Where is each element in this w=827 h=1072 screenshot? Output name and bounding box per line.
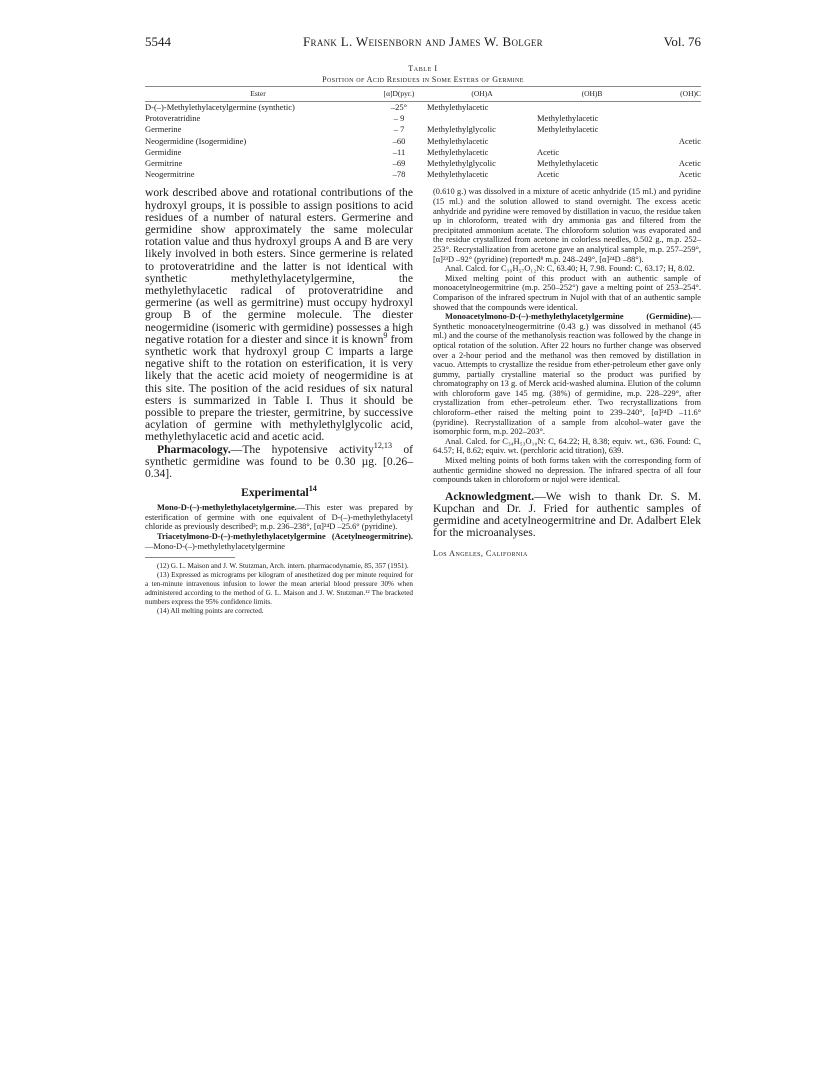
oh-b-cell — [537, 102, 647, 114]
oh-b-cell: Methylethylacetic — [537, 124, 599, 135]
oh-c-cell: Acetic — [678, 158, 701, 169]
triacetyl-heading: Triacetylmono-D-(–)-methylethylacetylgermine (Acetylneogermitrine). — [157, 532, 413, 542]
acknowledgment-text: —We wish to thank Dr. S. M. Kupchan and Dr. J. Fried for authentic samples of germidine and acetylneogermitrine and Dr. Adalbert Elek for the microanalyses. — [433, 489, 701, 540]
table-row — [145, 102, 701, 114]
oh-b-cell — [537, 136, 647, 147]
discussion-paragraph — [145, 187, 413, 443]
analysis-paragraph-1: Anal. Calcd. for C₃₉H₅₇O₁₂N: C, 63.40; H, 7.98. Found: C, 63.17; H, 8.02. — [445, 264, 695, 274]
column-header-rotation: [α]D(pyr.) — [371, 87, 427, 102]
oh-b-cell: Acetic — [537, 169, 560, 180]
oh-a-cell: Methylethylacetic — [427, 102, 489, 112]
rotation-cell: – 9 — [393, 113, 405, 124]
column-header-oh-c: (OH)C — [647, 87, 701, 102]
experimental-heading-text: Experimental — [241, 486, 309, 500]
pharmacology-paragraph — [145, 440, 413, 481]
body-columns — [145, 187, 701, 707]
oh-b-cell: Methylethylacetic — [537, 158, 599, 169]
oh-a-cell: Methylethylacetic — [427, 146, 489, 157]
triacetyl-paragraph — [145, 532, 413, 551]
acknowledgment-paragraph — [433, 491, 701, 540]
table-caption: Table I — [408, 64, 438, 73]
mixed-melting-paragraph: Mixed melting point of this product with an authentic sample of monoacetylneogermitrine (m.p. 250–252°) gave a melting point of 253–254°. Comparison of the infrared spectrum in Nujol with that of an authentic sample showed that the compounds were identical. — [433, 273, 701, 312]
discussion-text-a: work described above and rotational contributions of the hydroxyl groups, it is possible to assign positions to acid residues of a number of natural esters. Germerine and germidine show approximately the same molecular rotation value and thus hydroxyl groups A and B are very likely involved in both esters. Since germerine is related to protoveratridine and the latter is not identical with synthetic methylethylacetylgermine, the methylethylacetic radical of protoveratridine and germerine (as well as germitrine) must occupy hydroxyl group B of the germine molecule. The diester neogermidine (isomeric with germidine) possesses a high negative rotation for a diester and since it is known — [145, 186, 413, 346]
oh-a-cell: Methylethylacetic — [427, 169, 489, 180]
oh-a-cell: Methylethylglycolic — [427, 124, 496, 135]
mono-ester-heading: Mono-D-(–)-methylethylacetylgermine. — [157, 503, 297, 513]
acknowledgment-heading: Acknowledgment. — [445, 489, 535, 503]
ester-cell: Protoveratridine — [145, 113, 201, 124]
running-header — [145, 34, 701, 52]
rotation-cell: – 7 — [393, 124, 405, 135]
column-header-ester: Ester — [145, 87, 371, 102]
left-column — [145, 187, 413, 616]
footnote-14: (14) All melting points are corrected. — [157, 607, 264, 616]
table-row — [145, 136, 701, 147]
acetylation-paragraph: (0.610 g.) was dissolved in a mixture of acetic anhydride (15 ml.) and pyridine (15 ml.) and the solution allowed to stand overnight. The excess acetic anhydride and pyridine were removed by distillation in vacuo, the residue taken up in chloroform, treated with dry ammonia gas and filtered from the precipitated ammonium acetate. The chloroform solution was evaporated and the residue crystallized from acetone in colorless needles, 0.502 g., m.p. 252–253°. Recrystallization from acetone gave an analytical sample, m.p. 257–259°, [α]²³D –92° (pyridine) (reported⁸ m.p. 248–249°, [α]²⁴D –88°). — [433, 187, 701, 264]
footnote-12: (12) G. L. Maison and J. W. Stutzman, Arch. intern. pharmacodynamie, 85, 357 (1951). — [157, 562, 409, 571]
table-row — [145, 124, 701, 135]
ester-cell: D-(–)-Methylethylacetylgermine (synthetic) — [145, 102, 295, 112]
reference-marker: 9 — [383, 331, 388, 340]
esters-table — [145, 86, 701, 180]
table-subtitle: Position of Acid Residues in Some Esters of Germine — [322, 75, 524, 84]
mono-ester-paragraph — [145, 503, 413, 532]
author-location: Los Angeles, California — [433, 548, 528, 558]
journal-page — [145, 34, 701, 707]
rotation-cell: –25° — [390, 102, 408, 112]
column-header-oh-b: (OH)B — [537, 87, 647, 102]
reference-marker: 12,13 — [373, 440, 393, 450]
running-title: Frank L. Weisenborn and James W. Bolger — [303, 34, 543, 49]
column-header-oh-a: (OH)A — [427, 87, 537, 102]
oh-c-cell — [647, 147, 701, 158]
discussion-text-b: from synthetic work that hydroxyl group C imparts a large negative shift to the rotation on esterification, it is very likely that the acetic acid moiety of neogermidine is at this site. The position of the acid residues of six natural esters is summarized in Table I. Thus it should be possible to prepare the triester, germitrine, by successive acylation of germine with methylethylglycolic acid, methylethylacetic acid and acetic acid. — [145, 332, 413, 444]
ester-cell: Germidine — [145, 146, 182, 157]
volume-label: Vol. 76 — [663, 34, 701, 49]
oh-c-cell: Acetic — [678, 135, 701, 146]
ester-cell: Germitrine — [145, 158, 183, 169]
analysis-paragraph-2: Anal. Calcd. for C₃₄H₅₃O₁₀N: C, 64.22; H, 8.38; equiv. wt., 636. Found: C, 64.57; H, 8.62; equiv. wt. (perchloric acid titration), 639. — [433, 436, 701, 456]
page-number: 5544 — [145, 34, 171, 49]
oh-a-cell: Methylethylacetic — [427, 135, 489, 146]
right-column — [433, 187, 701, 557]
oh-c-cell — [647, 124, 701, 135]
table-row — [145, 158, 701, 169]
table-row — [145, 147, 701, 158]
footnote-rule — [145, 557, 235, 558]
ester-cell: Germerine — [145, 124, 182, 135]
mono-ester-text: —This ester was prepared by esterification of germine with one equivalent of D-(–)-methylethylacetyl chloride as previously described³; m.p. 236–238°, [α]²⁴D –25.6° (pyridine). — [145, 503, 413, 532]
oh-b-cell: Methylethylacetic — [537, 113, 599, 124]
oh-a-cell — [427, 113, 537, 124]
ester-cell: Neogermidine (Isogermidine) — [145, 135, 247, 146]
table-row — [145, 113, 701, 124]
oh-c-cell: Acetic — [678, 169, 701, 180]
pharmacology-text-a: —The hypotensive activity — [230, 442, 374, 456]
oh-a-cell: Methylethylglycolic — [427, 158, 496, 169]
oh-b-cell: Acetic — [537, 146, 560, 157]
pharmacology-heading: Pharmacology. — [157, 442, 231, 456]
footnote-13: (13) Expressed as micrograms per kilogram of anesthetized dog per minute required for a ten-minute intravenous infusion to lower the mean arterial blood pressure 30% when administered according to the method of G. L. Maison and J. W. Stutzman.¹² The bracketed numbers express the 95% confidence limits. — [145, 571, 413, 607]
table-row — [145, 169, 701, 180]
ester-cell: Neogermitrine — [145, 169, 195, 180]
identity-paragraph: Mixed melting points of both forms taken with the corresponding form of authentic germidine showed no depression. The infrared spectra of all four compounds taken in chloroform or nujol were identical. — [433, 456, 701, 485]
rotation-cell: –78 — [392, 169, 406, 180]
oh-c-cell — [647, 102, 701, 114]
germidine-text: —Synthetic monoacetylneogermitrine (0.43 g.) was dissolved in methanol (45 ml.) and the course of the methanolysis reaction was followed by the change in optical rotation of the solution. After 22 hours no further change was observed over a 2-hour period and the methanol was then removed by distillation in vacuo. Attempts to crystallize the residue from ether-petroleum ether gave only gummy, partially crystalline material so the product was purified by chromatography on 13 g. of Merck acid-washed alumina. Elution of the column with chloroform gave 145 mg. (38%) of germidine, m.p. 228–229°, after crystallization from ether–petroleum ether. Two recrystallizations from chloroform–ether raised the melting point to 239–240°, [α]²⁴D –11.6° (pyridine). Recrystallization of a sample from alcohol–water gave the isomorphic form, m.p. 202–203°. — [433, 312, 701, 437]
reference-marker: 14 — [308, 484, 317, 494]
oh-c-cell — [647, 113, 701, 124]
rotation-cell: –11 — [392, 146, 406, 157]
germidine-paragraph — [433, 312, 701, 437]
triacetyl-text: —Mono-D-(–)-methylethylacetylgermine — [145, 541, 286, 551]
pharmacology-text-b: of synthetic germidine was found to be 0.30 µg. [0.26–0.34]. — [145, 442, 413, 481]
rotation-cell: –69 — [392, 158, 406, 169]
rotation-cell: –60 — [392, 135, 406, 146]
table-header-row — [145, 87, 701, 102]
germidine-heading: Monoacetylmono-D-(–)-methylethylacetylgermine (Germidine). — [445, 312, 693, 322]
experimental-heading — [145, 486, 413, 499]
